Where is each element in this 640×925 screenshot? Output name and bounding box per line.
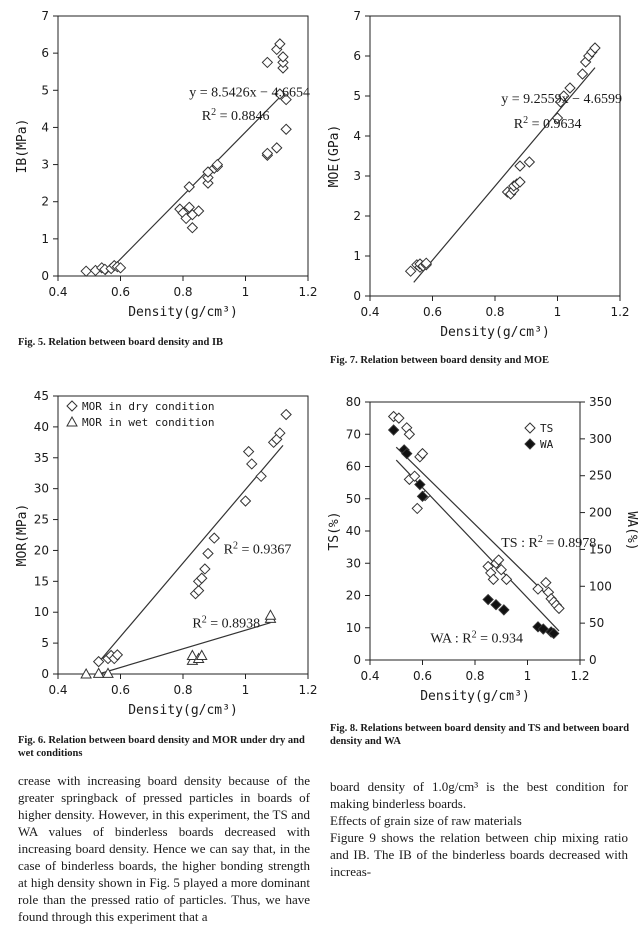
- x-tick-label: 1: [241, 683, 250, 697]
- data-point: [266, 610, 276, 619]
- chart-fig6: [14, 386, 324, 726]
- y-tick-label: 2: [41, 194, 49, 209]
- y-tick-label: 25: [33, 512, 49, 527]
- y-tick-label: 35: [33, 450, 49, 465]
- y-right-tick-label: 150: [589, 542, 612, 557]
- legend-label: WA: [540, 438, 554, 451]
- r-squared-ts: TS : $R^2 = 0.8978$: [501, 534, 597, 552]
- data-point: [256, 471, 266, 481]
- x-tick-label: 1.2: [570, 669, 590, 683]
- x-tick-label: 0.8: [485, 305, 505, 319]
- y-tick-label: 4: [41, 120, 49, 135]
- data-point: [247, 459, 257, 469]
- chart-fig5-plot: [14, 6, 319, 326]
- x-tick-label: 0.4: [360, 669, 380, 683]
- x-axis-label: Density(g/cm³): [440, 325, 550, 340]
- x-axis-label: Density(g/cm³): [420, 689, 530, 704]
- data-point: [412, 503, 422, 513]
- caption-fig8: Fig. 8. Relations between board density and TS and between board density and WA: [330, 723, 630, 747]
- y-tick-label: 70: [345, 427, 361, 442]
- chart-fig6-plot: [14, 386, 324, 726]
- x-tick-label: 1.2: [610, 305, 630, 319]
- data-point: [533, 584, 543, 594]
- data-point: [524, 157, 534, 167]
- y-tick-label: 15: [33, 574, 49, 589]
- y-tick-label: 7: [41, 9, 49, 23]
- plot-frame: [370, 16, 623, 296]
- y-tick-label: 5: [41, 636, 49, 651]
- y-right-tick-label: 200: [589, 505, 612, 520]
- x-tick-label: 0.4: [48, 683, 68, 697]
- data-point: [272, 143, 282, 153]
- y-tick-label: 10: [33, 605, 49, 620]
- x-axis-label: Density(g/cm³): [128, 703, 238, 718]
- plot-frame: [58, 16, 311, 276]
- r-squared-label: $R^2 = 0.8846$: [201, 107, 270, 124]
- chart-fig8-plot: [326, 392, 639, 722]
- y-tick-label: 0: [353, 289, 361, 303]
- body-paragraph-right-2: Figure 9 shows the relation between chip mixing ratio and IB. The IB of the binderless boards decreased with increas-: [330, 830, 628, 879]
- y-tick-label: 45: [33, 389, 49, 403]
- y-axis-label: MOR(MPa): [15, 503, 30, 567]
- body-right-column: [330, 778, 628, 880]
- y-tick-label: 7: [353, 9, 361, 23]
- y-tick-label: 40: [33, 419, 49, 434]
- legend-marker: [67, 417, 77, 426]
- y-tick-label: 1: [41, 231, 49, 246]
- x-tick-label: 1: [241, 285, 250, 299]
- y-tick-label: 5: [41, 83, 49, 98]
- body-paragraph-left: crease with increasing board density because of the greater springback of pressed particles in boards of higher density. However, in this experiment, the TS and WA values of binderless boards decreased with increasing board density. Hence we can say that, in the case of binderless boards, the higher bonding strength at high density shown in Fig. 5 played a more dominant role than the pressed ratio of particles. Thus, we have found through this experiment that a: [18, 773, 310, 924]
- y-tick-label: 5: [353, 89, 361, 103]
- body-paragraph-right: board density of 1.0g/cm³ is the best condition for making binderless boards.: [330, 779, 628, 811]
- trend-line: [396, 447, 559, 607]
- data-point: [281, 410, 291, 420]
- y-tick-label: 30: [33, 481, 49, 496]
- chart-fig8: [326, 392, 639, 722]
- data-point: [203, 549, 213, 559]
- r-squared-label: $R^2 = 0.9634$: [513, 115, 582, 132]
- y-tick-label: 6: [353, 49, 361, 63]
- y-tick-label: 6: [41, 46, 49, 61]
- x-tick-label: 0.6: [110, 285, 131, 299]
- body-left-column: [18, 772, 310, 925]
- y-tick-label: 2: [353, 209, 361, 223]
- data-point: [81, 266, 91, 276]
- y-tick-label: 3: [41, 157, 49, 172]
- y-tick-label: 0: [41, 269, 49, 283]
- data-point: [200, 564, 210, 574]
- y-right-tick-label: 250: [589, 468, 612, 483]
- r-squared-dry: $R^2 = 0.9367$: [223, 540, 292, 558]
- x-tick-label: 1.2: [298, 683, 318, 697]
- legend-marker: [525, 423, 535, 433]
- data-point: [262, 57, 272, 67]
- caption-fig7: Fig. 7. Relation between board density and MOE: [330, 355, 550, 366]
- y-tick-label: 0: [353, 653, 361, 667]
- y-right-tick-label: 350: [589, 395, 612, 409]
- plot-frame: [58, 396, 308, 674]
- legend-label: TS: [540, 422, 554, 435]
- data-point: [541, 578, 551, 588]
- caption-fig6: Fig. 6. Relation between board density and MOR under dry and wet conditions: [18, 735, 305, 759]
- data-point: [491, 600, 501, 610]
- x-tick-label: 0.6: [422, 305, 443, 319]
- y-tick-label: 1: [353, 249, 361, 263]
- x-tick-label: 0.4: [360, 305, 380, 319]
- data-point: [499, 605, 509, 615]
- x-tick-label: 0.4: [48, 285, 68, 299]
- y-tick-label: 0: [41, 667, 49, 681]
- regression-equation: y = 8.5426x − 4.6654: [189, 85, 311, 101]
- x-tick-label: 0.8: [173, 683, 193, 697]
- legend-marker: [525, 439, 535, 449]
- x-tick-label: 1.2: [298, 285, 318, 299]
- data-point: [281, 124, 291, 134]
- y-tick-label: 20: [33, 543, 49, 558]
- data-point: [515, 161, 525, 171]
- data-point: [389, 425, 399, 435]
- y-tick-label: 20: [345, 588, 361, 603]
- y-right-tick-label: 0: [589, 653, 597, 667]
- y-tick-label: 80: [345, 395, 361, 409]
- y-right-tick-label: 50: [589, 616, 605, 631]
- y-tick-label: 50: [345, 491, 361, 506]
- chart-fig5: [14, 6, 319, 326]
- y-tick-label: 30: [345, 556, 361, 571]
- caption-fig5: Fig. 5. Relation between board density and IB: [18, 337, 224, 348]
- y-right-tick-label: 100: [589, 579, 612, 594]
- x-tick-label: 0.8: [173, 285, 193, 299]
- r-squared-wet: $R^2 = 0.8938$: [192, 614, 261, 632]
- legend-label: MOR in dry condition: [82, 400, 215, 413]
- x-tick-label: 0.6: [412, 669, 433, 683]
- y-axis-label: IB(MPa): [15, 118, 30, 174]
- chart-fig7: [326, 6, 631, 346]
- y-axis-label: MOE(GPa): [327, 124, 342, 188]
- data-point: [483, 595, 493, 605]
- legend-label: MOR in wet condition: [82, 416, 215, 429]
- y-tick-label: 60: [345, 459, 361, 474]
- section-heading: Effects of grain size of raw materials: [330, 813, 522, 828]
- data-point: [184, 182, 194, 192]
- regression-equation: y = 9.2559x − 4.6599: [501, 91, 623, 107]
- y-tick-label: 3: [353, 169, 361, 183]
- x-tick-label: 0.8: [465, 669, 485, 683]
- data-point: [244, 447, 254, 457]
- y-tick-label: 4: [353, 129, 361, 143]
- x-tick-label: 0.6: [110, 683, 131, 697]
- r-squared-wa: WA : $R^2 = 0.934$: [430, 629, 524, 647]
- chart-fig7-plot: [326, 6, 631, 346]
- y-tick-label: 10: [345, 620, 361, 635]
- legend-marker: [67, 401, 77, 411]
- y-right-axis-label: WA(%): [624, 511, 639, 551]
- data-point: [187, 223, 197, 233]
- y-right-tick-label: 300: [589, 431, 612, 446]
- data-point: [502, 574, 512, 584]
- data-point: [209, 533, 219, 543]
- x-tick-label: 1: [553, 305, 562, 319]
- x-tick-label: 1: [523, 669, 532, 683]
- data-point: [241, 496, 251, 506]
- y-axis-label: TS(%): [327, 511, 342, 551]
- x-axis-label: Density(g/cm³): [128, 305, 238, 320]
- y-tick-label: 40: [345, 524, 361, 538]
